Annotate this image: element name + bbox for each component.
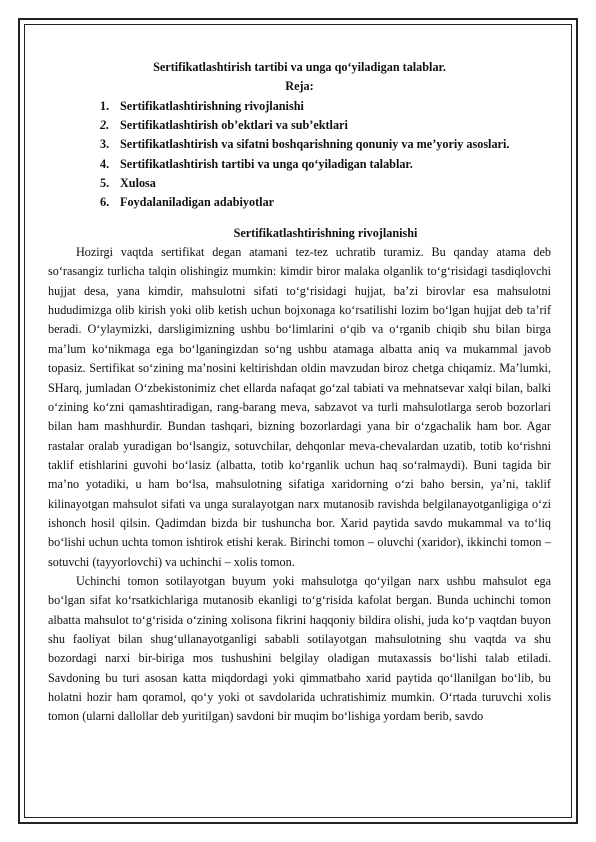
body-paragraph: Hozirgi vaqtda sertifikat degan atamani tez-tez uchratib turamiz. Bu qanday atama deb so‘rasangiz turlicha talqin olishingiz mumkin: kimdir biror malaka olganlik to‘g‘risidagi tasdiqlovchi hujjat desa, yana kimdir, mahsulotni sifati to‘g‘risidagi hujjat, ba’zi birovlar esa mahsulotni hududimizga olib kirish yoki olib ketish uchun bojxonaga ko‘rsatilishi lozim bo‘lgan hujjat deb ta’rif beradi. O‘ylaymizki, darsligimizning ushbu bo‘limlarini o‘qib va o‘rganib chiqib shu bilan birga ma’lum ko‘nikmaga ega bo‘lganingizdan so‘ng ushbu atamaga albatta aniq va mukammal javob topasiz. Sertifikat so‘zining ma’nosini keltirishdan oldin mavzudan biroz chetga chiqamiz. Ma’lumki, SHarq, jumladan O‘zbekistonimiz chet ellarda nafaqat go‘zal tabiati va mehnatsevar xalqi bilan, balki o‘zining ko‘zni qamashtiradigan, rang-barang meva, sabzavot va turli mahsulotlarga serob bozorlari bilan ham mashhurdir. Bundan tashqari, bizning bozorlardagi yana bir o‘zgachalik ham bor. Agar rastalar oralab yuradigan bo‘lsangiz, sotuvchilar, dehqonlar meva-chevalardan uzatib, totib ko‘rishni taklif etishlarini guvohi bo‘lasiz (albatta, totib ko‘rganlik uchun haq so‘ralmaydi). Buni tagida bir ma’no yotadiki, u ham bo‘lsa, mahsulotning sifatiga xaridorning o‘zi baho bersin, ya’ni, taklif kilinayotgan mahsulot sifati va unga suralayotgan narx mutanosib ravishda belgilanayotganligiga o‘zi ishonch hosil qilsin. Qadimdan bizda bir tushuncha bor. Xarid paytida savdo mukammal va to‘liq bo‘lishi uchun uchta tomon ishtirok etishi kerak. Birinchi tomon – oluvchi (xaridor), ikkinchi tomon – sotuvchi (tayyorlovchi) va uchinchi – xolis tomon. — [48, 245, 551, 569]
document-title: Sertifikatlashtirish tartibi va unga qo‘yiladigan talablar. — [153, 60, 446, 74]
plan-item: 2. Sertifikatlashtirish ob’ektlari va sub’ektlari — [100, 118, 348, 133]
plan-item: 5. Xulosa — [100, 176, 156, 191]
plan-item: 4. Sertifikatlashtirish tartibi va unga qo‘yiladigan talablar. — [100, 156, 413, 171]
plan-item: 1. Sertifikatlashtirishning rivojlanishi — [100, 98, 304, 113]
plan-item: 6. Foydalaniladigan adabiyotlar — [100, 195, 275, 210]
body-paragraph: Uchinchi tomon sotilayotgan buyum yoki mahsulotga qo‘yilgan narx ushbu mahsulot ega bo‘lgan sifat ko‘rsatkichlariga mutanosib ekanligi to‘g‘risida kafolat bergan. Bunda uchinchi tomon albatta mahsulot to‘g‘risida o‘zining xolisona fikrini haqqoniy bildira olishi, juda ko‘p vaqtdan buyon shu faoliyat bilan shug‘ullanayotganligi sababli sotilayotgan mahsulotning shu vaqtda va shu bozordagi narxi bir-biriga mos tushushini belgilay oladigan mutaxassis bo‘lishi talab etiladi. Savdoning bu turi asosan katta miqdordagi yoki qimmatbaho xarid paytida qo‘llanilgan bo‘lib, bu holatni hozir ham qoramol, qo‘y yoki ot savdolarida uchratishimiz mumkin. O‘rtada turuvchi xolis tomon (ularni dallollar deb yuritilgan) savdoni bir muqim bo‘lishiga yordam berib, savdo — [48, 573, 551, 724]
plan-list — [48, 97, 551, 213]
section-heading: Sertifikatlashtirishning rivojlanishi — [233, 225, 418, 240]
document-content — [48, 58, 551, 727]
plan-item: 3. Sertifikatlashtirish va sifatni boshqarishning qonuniy va me’yoriy asoslari. — [100, 137, 510, 152]
plan-label: Reja: — [285, 79, 314, 94]
